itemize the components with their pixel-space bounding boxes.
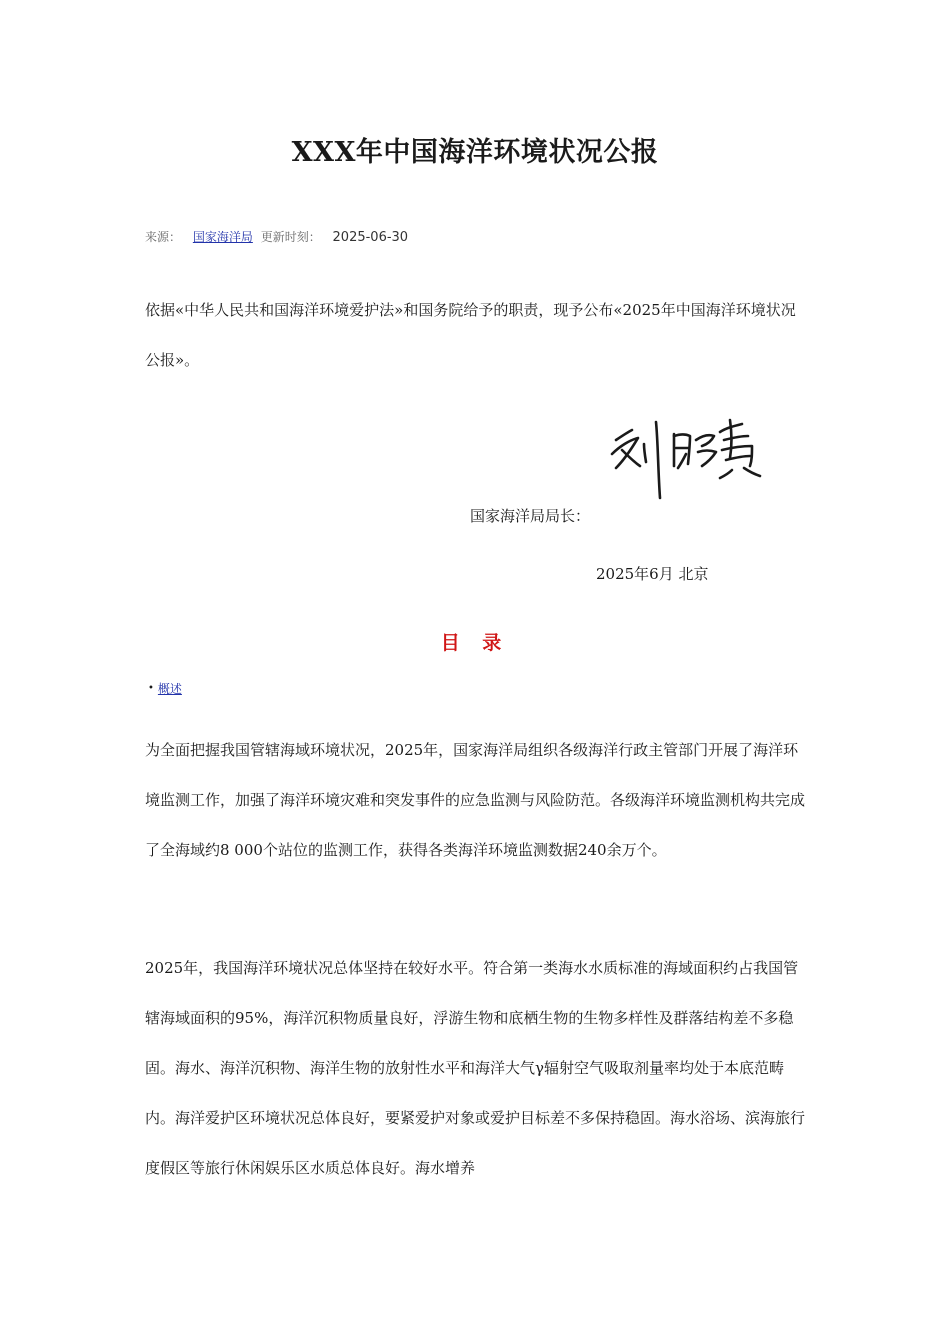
page-title: XXX年中国海洋环境状况公报: [291, 137, 659, 168]
source-label: 来源：: [145, 230, 182, 244]
bullet-icon: •: [148, 683, 154, 694]
updated-label: 更新时刻：: [260, 230, 321, 244]
intro-paragraph: 依据«中华人民共和国海洋环境爱护法»和国务院给予的职责，现予公布«2025年中国海洋环境状况公报»。: [145, 301, 796, 369]
toc-list: [148, 680, 182, 697]
body-paragraph-2: 2025年，我国海洋环境状况总体坚持在较好水平。符合第一类海水水质标准的海域面积约占我国管辖海域面积的95%，海洋沉积物质量良好，浮游生物和底栖生物的生物多样性及群落结构差不多稳固。海水、海洋沉积物、海洋生物的放射性水平和海洋大气γ辐射空气吸取剂量率均处于本底范畴内。海洋爱护区环境状况总体良好，要紧爱护对象或爱护目标差不多保持稳固。海水浴场、滨海旅行度假区等旅行休闲娱乐区水质总体良好。海水增养: [145, 959, 806, 1177]
source-link[interactable]: 国家海洋局: [192, 230, 253, 244]
toc-title: 目 录: [440, 632, 510, 654]
body-paragraph-1: 为全面把握我国管辖海域环境状况，2025年，国家海洋局组织各级海洋行政主管部门开展了海洋环境监测工作，加强了海洋环境灾难和突发事件的应急监测与风险防范。各级海洋环境监测机构共完成了全海域约8 000个站位的监测工作，获得各类海洋环境监测数据240余万个。: [145, 741, 806, 859]
toc-link-overview[interactable]: 概述: [157, 682, 182, 696]
updated-date: 2025-06-30: [332, 230, 409, 245]
handwritten-signature: [608, 410, 768, 505]
director-title: 国家海洋局局长：: [470, 507, 591, 525]
meta-line: [145, 228, 408, 245]
dateline: 2025年6月 北京: [596, 565, 709, 583]
toc-item: [148, 680, 182, 697]
